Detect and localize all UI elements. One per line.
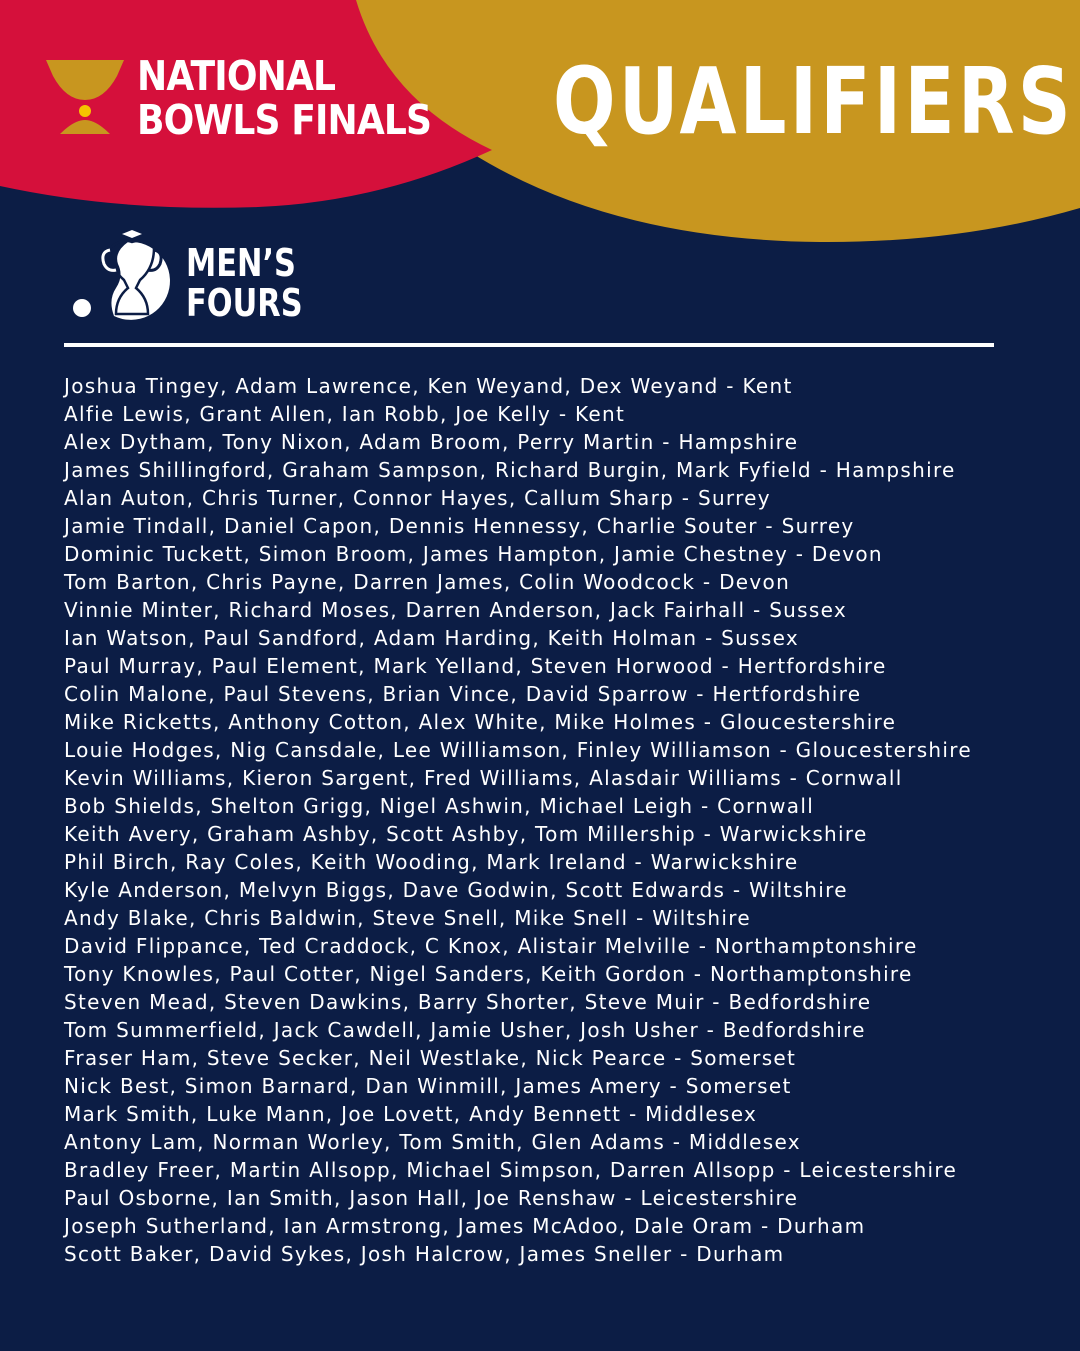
team-entry: Joshua Tingey, Adam Lawrence, Ken Weyand, Dex Weyand - Kent <box>64 374 793 398</box>
team-entry: Paul Osborne, Ian Smith, Jason Hall, Joe Renshaw - Leicestershire <box>64 1186 799 1210</box>
brand-wordmark <box>137 54 431 142</box>
team-entry: Jamie Tindall, Daniel Capon, Dennis Hennessy, Charlie Souter - Surrey <box>64 514 855 538</box>
event-title-line-2: FOURS <box>186 281 303 325</box>
team-entry: Dominic Tuckett, Simon Broom, James Hampton, Jamie Chestney - Devon <box>64 542 883 566</box>
team-entry: Colin Malone, Paul Stevens, Brian Vince, David Sparrow - Hertfordshire <box>64 682 862 706</box>
team-entry: Fraser Ham, Steve Secker, Neil Westlake, Nick Pearce - Somerset <box>64 1046 797 1070</box>
team-entry: Alex Dytham, Tony Nixon, Adam Broom, Perry Martin - Hampshire <box>64 430 799 454</box>
team-entry: Nick Best, Simon Barnard, Dan Winmill, James Amery - Somerset <box>64 1074 792 1098</box>
team-entry: Paul Murray, Paul Element, Mark Yelland, Steven Horwood - Hertfordshire <box>64 654 887 678</box>
team-entry: Tom Barton, Chris Payne, Darren James, Colin Woodcock - Devon <box>64 570 791 594</box>
team-entry: James Shillingford, Graham Sampson, Richard Burgin, Mark Fyfield - Hampshire <box>64 458 956 482</box>
team-entry: Bradley Freer, Martin Allsopp, Michael Simpson, Darren Allsopp - Leicestershire <box>64 1158 958 1182</box>
trophy-cup-icon <box>46 58 124 138</box>
team-entry: Andy Blake, Chris Baldwin, Steve Snell, Mike Snell - Wiltshire <box>64 906 751 930</box>
brand-line-2: BOWLS FINALS <box>137 96 432 144</box>
team-entry: Antony Lam, Norman Worley, Tom Smith, Glen Adams - Middlesex <box>64 1130 801 1154</box>
brand-line-1: NATIONAL <box>137 52 336 100</box>
team-entry: Tony Knowles, Paul Cotter, Nigel Sanders, Keith Gordon - Northamptonshire <box>64 962 913 986</box>
team-entry: Mike Ricketts, Anthony Cotton, Alex White, Mike Holmes - Gloucestershire <box>64 710 897 734</box>
team-entry: Keith Avery, Graham Ashby, Scott Ashby, Tom Millership - Warwickshire <box>64 822 868 846</box>
team-entry: David Flippance, Ted Craddock, C Knox, Alistair Melville - Northamptonshire <box>64 934 918 958</box>
qualifiers-list <box>64 372 1054 1268</box>
team-entry: Joseph Sutherland, Ian Armstrong, James McAdoo, Dale Oram - Durham <box>64 1214 866 1238</box>
event-title <box>186 243 303 323</box>
team-entry: Phil Birch, Ray Coles, Keith Wooding, Mark Ireland - Warwickshire <box>64 850 799 874</box>
team-entry: Vinnie Minter, Richard Moses, Darren Anderson, Jack Fairhall - Sussex <box>64 598 847 622</box>
team-entry: Kyle Anderson, Melvyn Biggs, Dave Godwin, Scott Edwards - Wiltshire <box>64 878 848 902</box>
team-entry: Tom Summerfield, Jack Cawdell, Jamie Usher, Josh Usher - Bedfordshire <box>64 1018 866 1042</box>
page-title: QUALIFIERS <box>553 48 1074 155</box>
team-entry: Alfie Lewis, Grant Allen, Ian Robb, Joe Kelly - Kent <box>64 402 626 426</box>
team-entry: Steven Mead, Steven Dawkins, Barry Shorter, Steve Muir - Bedfordshire <box>64 990 872 1014</box>
team-entry: Mark Smith, Luke Mann, Joe Lovett, Andy Bennett - Middlesex <box>64 1102 758 1126</box>
team-entry: Bob Shields, Shelton Grigg, Nigel Ashwin, Michael Leigh - Cornwall <box>64 794 815 818</box>
team-entry: Alan Auton, Chris Turner, Connor Hayes, Callum Sharp - Surrey <box>64 486 771 510</box>
team-entry: Louie Hodges, Nig Cansdale, Lee Williamson, Finley Williamson - Gloucestershire <box>64 738 972 762</box>
divider <box>64 343 994 347</box>
team-entry: Scott Baker, David Sykes, Josh Halcrow, James Sneller - Durham <box>64 1242 785 1266</box>
event-title-line-1: MEN’S <box>186 241 296 285</box>
trophy-with-bowl-icon <box>70 228 174 324</box>
team-entry: Kevin Williams, Kieron Sargent, Fred Williams, Alasdair Williams - Cornwall <box>64 766 903 790</box>
team-entry: Ian Watson, Paul Sandford, Adam Harding, Keith Holman - Sussex <box>64 626 799 650</box>
